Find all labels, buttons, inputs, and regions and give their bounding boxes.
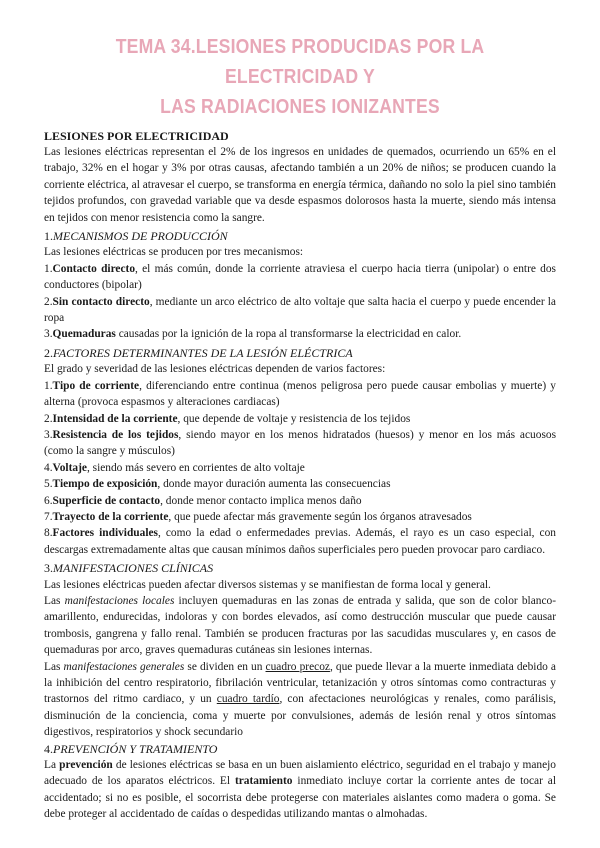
list-number: 6. xyxy=(44,494,53,507)
list-text: , que puede afectar más gravemente según los órganos atravesados xyxy=(168,510,472,523)
title-line-1: TEMA 34.LESIONES PRODUCIDAS POR LA ELECTRICIDAD Y xyxy=(115,35,485,88)
text-run: de lesiones eléctricas se basa en un buen aislamiento eléctrico, seguridad en el trabajo y manejo adecuado de los aparatos eléctricos. El xyxy=(44,759,556,788)
list-term: Quemaduras xyxy=(52,328,116,341)
paragraph-prevencion xyxy=(44,757,556,823)
list-term: Sin contacto directo xyxy=(52,295,150,308)
list-text: , diferenciando entre continua (menos peligrosa pero puede causar embolias y muerte) y alterna (provoca espasmos y alteraciones cardiacas) xyxy=(44,379,556,409)
subheading-number: 1. xyxy=(44,229,53,244)
list-text: , siendo más severo en corrientes de alto voltaje xyxy=(86,461,305,474)
list-text: , que depende de voltaje y resistencia de los tejidos xyxy=(177,412,411,425)
list-text: , siendo mayor en los menos hidratados (huesos) y menor en los más acuosos (como la sangre y músculos) xyxy=(44,428,556,458)
list-text: , donde mayor duración aumenta las consecuencias xyxy=(157,478,391,491)
list-term: Voltaje xyxy=(52,461,87,474)
list-item xyxy=(44,326,556,342)
text-run: Las xyxy=(44,660,64,673)
subheading-factores xyxy=(44,345,556,361)
subheading-text: MECANISMOS DE PRODUCCIÓN xyxy=(53,229,228,244)
list-item xyxy=(44,509,556,525)
list-item xyxy=(44,493,556,509)
list-term: Factores individuales xyxy=(52,527,158,540)
list-item xyxy=(44,427,556,460)
list-text: , el más común, donde la corriente atraviesa el cuerpo hacia tierra (unipolar) o entre dos conductores (bipolar) xyxy=(44,262,556,292)
subheading-text: PREVENCIÓN Y TRATAMIENTO xyxy=(53,741,218,756)
subheading-number: 3. xyxy=(44,561,53,576)
list-term: Intensidad de la corriente xyxy=(52,412,178,425)
subheading-manifestaciones xyxy=(44,560,556,576)
list-term: Tipo de corriente xyxy=(52,379,140,392)
text-run: Las xyxy=(44,594,65,607)
text-run: incluyen quemaduras en las zonas de entrada y salida, que son de color blanco-amarillento, endurecidas, indoloras y con bordes elevados, así como destrucción muscular que puede causar trombosis, gangrena y fallo renal. También se producen fracturas por las sacudidas musculares y, en casos de quemaduras por arco, graves quemaduras cutáneas sin lesiones internas. xyxy=(44,594,556,657)
section-heading: LESIONES POR ELECTRICIDAD xyxy=(44,129,229,143)
bold-term: tratamiento xyxy=(234,775,293,788)
list-item xyxy=(44,294,556,327)
subheading-number: 4. xyxy=(44,741,53,756)
bold-term: prevención xyxy=(59,759,113,772)
list-term: Tiempo de exposición xyxy=(52,478,158,491)
list-item xyxy=(44,525,556,558)
list-number: 3. xyxy=(44,428,53,441)
text-run: La xyxy=(44,759,60,772)
list-item xyxy=(44,460,556,476)
list-number: 5. xyxy=(44,478,53,491)
list-item xyxy=(44,261,556,294)
subheading-number: 2. xyxy=(44,345,53,360)
italic-term: manifestaciones locales xyxy=(64,594,175,607)
title-line-2: LAS RADIACIONES IONIZANTES xyxy=(160,95,440,118)
subheading-prevencion xyxy=(44,741,556,757)
list-term: Contacto directo xyxy=(52,262,136,275)
paragraph-factores-intro: El grado y severidad de las lesiones eléctricas dependen de varios factores: xyxy=(44,363,386,376)
intro-paragraph: Las lesiones eléctricas representan el 2% de los ingresos en unidades de quemados, ocurriendo un 65% en el trabajo, 32% en el hogar y 3% por otras causas, afectando también a un 20% de niños; se producen cuando la corriente eléctrica, al atravesar el cuerpo, se transforma en energía térmica, dañando no solo la piel sino también tejidos profundos, con gravedad variable que va desde espasmos dolorosos hasta la muerte, siendo más intensa en tejidos con menor resistencia como la sangre. xyxy=(44,146,556,224)
list-text: , mediante un arco eléctrico de alto voltaje que salta hacia el cuerpo y puede encender la ropa xyxy=(44,295,556,325)
underlined-term: cuadro precoz xyxy=(265,660,330,673)
list-text: causadas por la ignición de la ropa al transformarse la electricidad en calor. xyxy=(115,328,462,341)
paragraph-mecanismos-intro: Las lesiones eléctricas se producen por tres mecanismos: xyxy=(44,246,304,259)
list-number: 2. xyxy=(44,295,53,308)
list-number: 1. xyxy=(44,379,53,392)
list-text: , donde menor contacto implica menos daño xyxy=(160,494,362,507)
underlined-term: cuadro tardío xyxy=(216,693,280,706)
list-term: Superficie de contacto xyxy=(52,494,161,507)
text-run: , con afectaciones neurológicas y renales, como parálisis, disminución de la conciencia, coma y muerte por convulsiones, además de lesión renal y otros síntomas digestivos, respiratorios y shock secundario xyxy=(44,693,556,739)
paragraph-manifestaciones-intro: Las lesiones eléctricas pueden afectar diversos sistemas y se manifiestan de forma local y general. xyxy=(44,578,491,591)
subheading-text: MANIFESTACIONES CLÍNICAS xyxy=(53,561,214,576)
italic-term: manifestaciones generales xyxy=(63,660,185,673)
list-number: 8. xyxy=(44,527,53,540)
list-number: 2. xyxy=(44,412,53,425)
text-run: se dividen en un xyxy=(184,660,266,673)
list-item xyxy=(44,411,556,427)
paragraph-manifestaciones-generales xyxy=(44,659,556,741)
page-title xyxy=(80,32,520,122)
list-number: 7. xyxy=(44,510,53,523)
list-text: , como la edad o enfermedades previas. Además, el rayo es un caso especial, con descargas extremadamente altas que causan mínimos daños superficiales pero pueden provocar paro cardiaco. xyxy=(44,527,556,556)
subheading-mecanismos xyxy=(44,228,556,244)
list-term: Resistencia de los tejidos xyxy=(52,428,179,441)
list-number: 3. xyxy=(44,328,53,341)
paragraph-manifestaciones-locales xyxy=(44,593,556,659)
list-number: 1. xyxy=(44,262,53,275)
text-run: inmediato incluye cortar la corriente antes de tocar al accidentado; si no es posible, el socorrista debe protegerse con materiales aislantes como madera o goma. Se debe proteger al accidentado de caídas o despedidas utilizando mantas o almohadas. xyxy=(44,775,556,821)
list-term: Trayecto de la corriente xyxy=(52,510,169,523)
subheading-text: FACTORES DETERMINANTES DE LA LESIÓN ELÉCTRICA xyxy=(53,345,353,360)
list-item xyxy=(44,378,556,411)
list-item xyxy=(44,476,556,492)
text-run: , que puede llevar a la muerte inmediata debido a la inhibición del centro respiratorio, fibrilación ventricular, tetanización y otros síntomas como contracturas y trastornos del ritmo cardiaco, y un xyxy=(44,660,556,706)
list-number: 4. xyxy=(44,461,53,474)
